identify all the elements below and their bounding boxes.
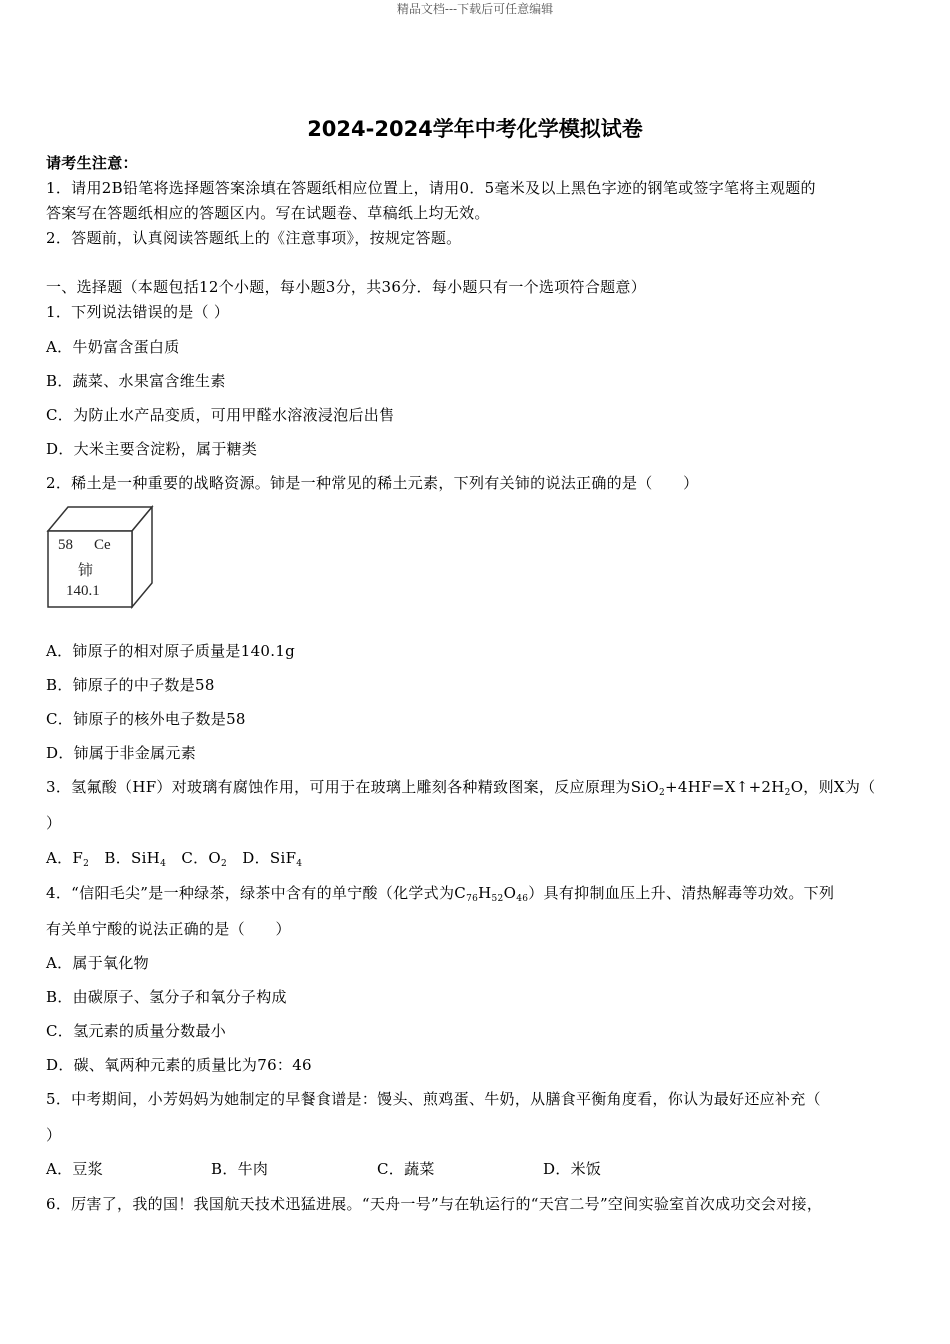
exam-title: 2024-2024学年中考化学模拟试卷	[307, 117, 643, 141]
q5-stem-end: ）	[46, 1126, 62, 1144]
q5-option-d: D．米饭	[543, 1160, 602, 1178]
q6-stem: 6．厉害了，我的国！我国航天技术迅猛进展。“天舟一号”与在轨运行的“天宫二号”空间实验室首次成功交会对接，	[46, 1195, 823, 1213]
q1-option-c: C．为防止水产品变质，可用甲醛水溶液浸泡后出售	[46, 406, 395, 424]
q2-option-c: C．铈原子的核外电子数是58	[46, 710, 246, 728]
element-atomic-mass: 140.1	[66, 583, 100, 599]
q1-option-d: D．大米主要含淀粉，属于糖类	[46, 440, 258, 458]
section-heading: 一、选择题（本题包括12个小题，每小题3分，共36分．每小题只有一个选项符合题意）	[46, 278, 647, 296]
page-header: 精品文档---下载后可任意编辑	[396, 2, 554, 16]
q4-option-a: A．属于氧化物	[46, 954, 149, 972]
q3-option-b: B．SiH$_4$	[104, 849, 167, 869]
q3-option-a: A．$F_2$	[46, 849, 90, 869]
element-cube-icon	[46, 505, 154, 609]
element-atomic-number: 58	[58, 537, 73, 553]
q1-option-a: A．牛奶富含蛋白质	[46, 338, 180, 356]
q5-option-b: B．牛肉	[211, 1160, 269, 1178]
q1-option-b: B．蔬菜、水果富含维生素	[46, 372, 226, 390]
q4-stem: 4．“信阳毛尖”是一种绿茶，绿茶中含有的单宁酸（化学式为$C_{76}H_{52}O_{46}$）具有抑制血压上升、清热解毒等功效。下列	[46, 884, 835, 904]
q2-option-a: A．铈原子的相对原子质量是140.1g	[46, 642, 296, 660]
notice-line-3: 2．答题前，认真阅读答题纸上的《注意事项》，按规定答题。	[46, 229, 462, 247]
q5-stem: 5．中考期间，小芳妈妈为她制定的早餐食谱是：馒头、煎鸡蛋、牛奶，从膳食平衡角度看，你认为最好还应补充（	[46, 1090, 821, 1108]
q4-option-b: B．由碳原子、氢分子和氧分子构成	[46, 988, 287, 1006]
q4-option-d: D．碳、氧两种元素的质量比为76：46	[46, 1056, 312, 1074]
element-symbol: Ce	[94, 537, 111, 553]
q3-option-c: C．$O_2$	[181, 849, 228, 869]
q1-stem: 1．下列说法错误的是（ ）	[46, 303, 230, 321]
q3-option-d: D．SiF$_4$	[242, 849, 303, 869]
q5-option-c: C．蔬菜	[377, 1160, 435, 1178]
q4-stem-line-2: 有关单宁酸的说法正确的是（ ）	[46, 920, 291, 938]
notice-heading: 请考生注意：	[46, 154, 138, 172]
q2-option-b: B．铈原子的中子数是58	[46, 676, 215, 694]
q3-stem-end: ）	[46, 814, 62, 832]
q3-stem: 3．氢氟酸（HF）对玻璃有腐蚀作用，可用于在玻璃上雕刻各种精致图案，反应原理为$SiO_2+4HF=X↑+2H_2O$，则X为（	[46, 778, 876, 798]
q2-stem: 2．稀土是一种重要的战略资源。铈是一种常见的稀土元素，下列有关铈的说法正确的是（ ）	[46, 474, 699, 492]
q3-options	[46, 847, 302, 868]
notice-line-2: 答案写在答题纸相应的答题区内。写在试题卷、草稿纸上均无效。	[46, 204, 490, 222]
element-cell-figure	[46, 505, 154, 609]
notice-line-1: 1．请用2B铅笔将选择题答案涂填在答题纸相应位置上，请用0．5毫米及以上黑色字迹的钢笔或签字笔将主观题的	[46, 179, 816, 197]
q5-option-a: A．豆浆	[46, 1160, 104, 1178]
q2-option-d: D．铈属于非金属元素	[46, 744, 197, 762]
q4-option-c: C．氢元素的质量分数最小	[46, 1022, 227, 1040]
element-name: 铈	[78, 563, 94, 579]
